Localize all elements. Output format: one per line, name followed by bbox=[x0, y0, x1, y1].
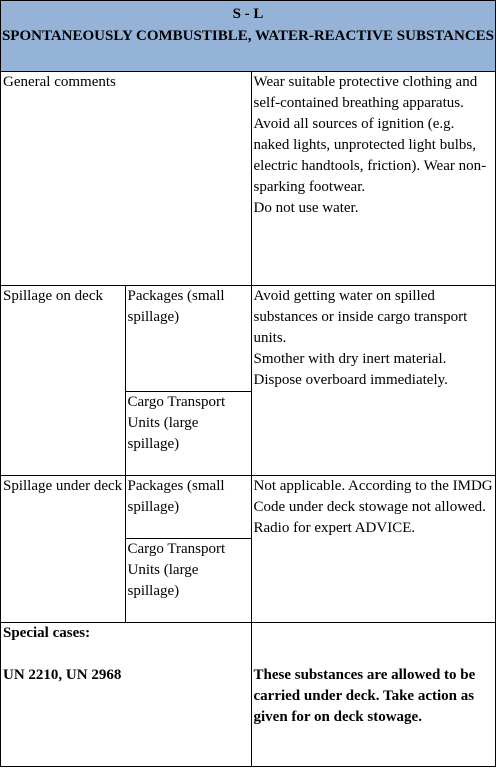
row-spillage-under-deck-packages bbox=[1, 475, 495, 538]
special-cases-label: Special cases: bbox=[3, 624, 91, 641]
spillage-under-deck-label: Spillage under deck bbox=[1, 475, 125, 622]
row-spillage-on-deck-packages bbox=[1, 285, 495, 391]
general-comments-label: General comments bbox=[1, 72, 251, 285]
on-deck-ctu-label: Cargo Transport Units (large spillage) bbox=[125, 391, 251, 475]
schedule-header bbox=[1, 1, 495, 72]
spillage-on-deck-label: Spillage on deck bbox=[1, 285, 125, 475]
special-cases-un-numbers: UN 2210, UN 2968 bbox=[3, 666, 122, 683]
general-comments-text: Wear suitable protective clothing and self-contained breathing apparatus. Avoid all sources of ignition (e.g. naked lights, unprotected light bulbs, electric handtools, friction). Wear non-sparking footwear. Do not use water. bbox=[251, 72, 495, 285]
under-deck-packages-label: Packages (small spillage) bbox=[125, 475, 251, 538]
special-cases-text: These substances are allowed to be carried under deck. Take action as given for on deck stowage. bbox=[253, 666, 476, 725]
schedule-code: S - L bbox=[232, 6, 264, 22]
on-deck-packages-label: Packages (small spillage) bbox=[125, 285, 251, 391]
special-cases-text-cell bbox=[251, 622, 495, 766]
row-special-cases bbox=[1, 622, 495, 766]
spillage-under-deck-text: Not applicable. According to the IMDG Code under deck stowage not allowed. Radio for expert ADVICE. bbox=[251, 475, 495, 622]
special-cases-cell bbox=[1, 622, 251, 766]
schedule-title: SPONTANEOUSLY COMBUSTIBLE, WATER-REACTIVE SUBSTANCES bbox=[1, 28, 495, 44]
row-general-comments bbox=[1, 72, 495, 285]
schedule-grid bbox=[1, 72, 495, 766]
spillage-on-deck-text: Avoid getting water on spilled substances or inside cargo transport units. Smother with dry inert material. Dispose overboard immediately. bbox=[251, 285, 495, 475]
under-deck-ctu-label: Cargo Transport Units (large spillage) bbox=[125, 538, 251, 622]
